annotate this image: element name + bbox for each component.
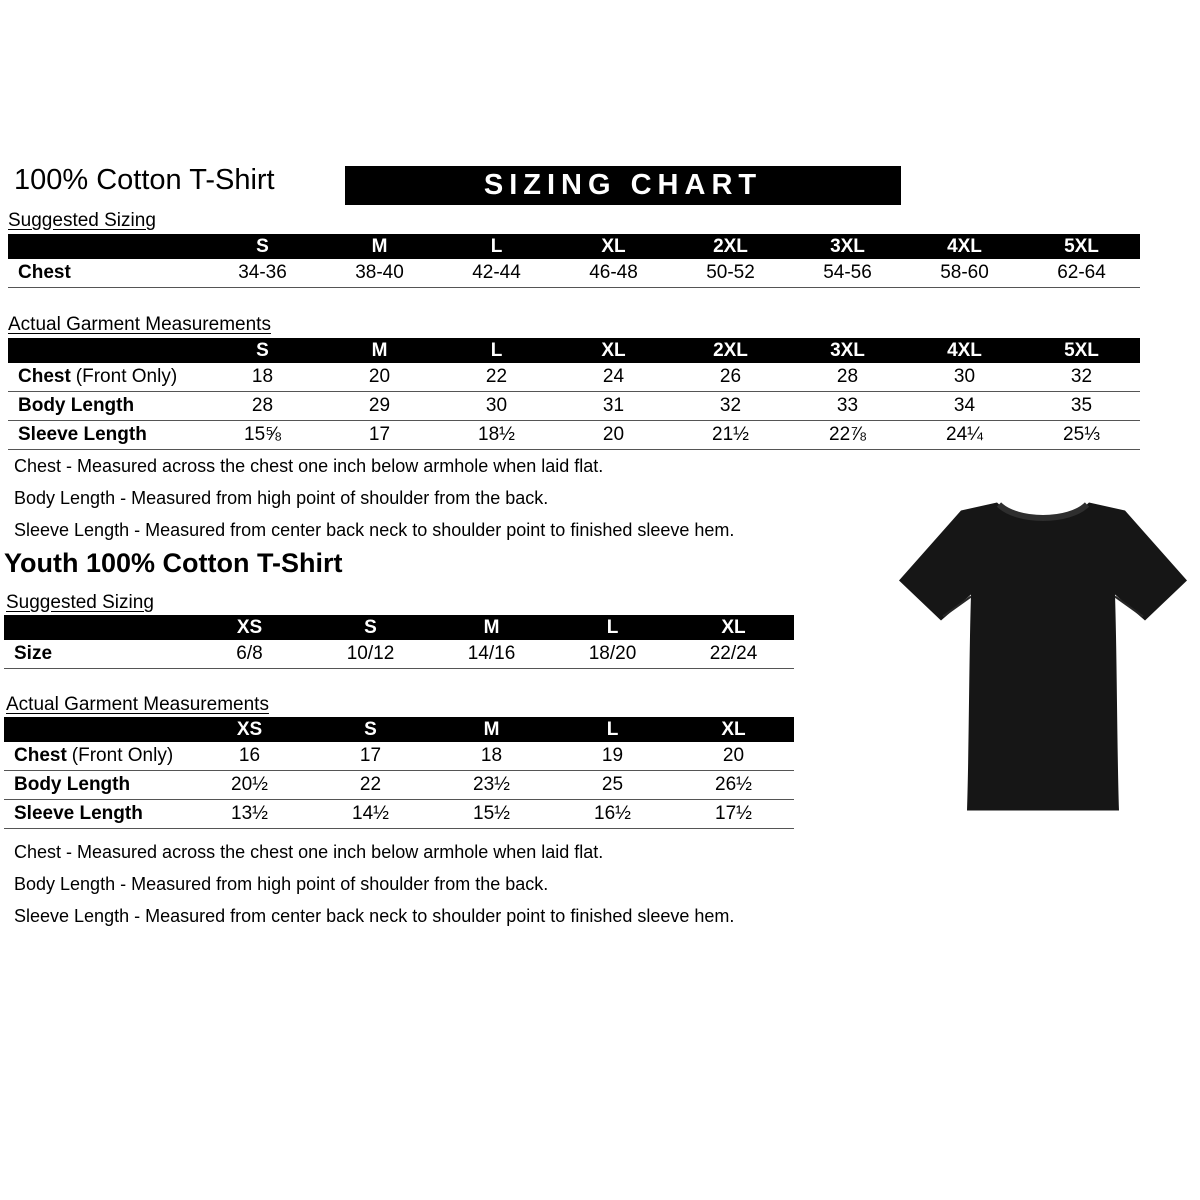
- measurement-cell: 17: [321, 421, 438, 450]
- table-row-chest: [8, 363, 1140, 392]
- measurement-cell: 18: [431, 742, 552, 771]
- note-body-length: Body Length - Measured from high point of shoulder from the back.: [14, 488, 549, 508]
- size-header: XS: [189, 615, 310, 640]
- measurement-cell: 20: [555, 421, 672, 450]
- youth-suggested-sizing-label: Suggested Sizing: [6, 592, 154, 613]
- size-header: 3XL: [789, 338, 906, 363]
- measurement-cell: 38-40: [321, 259, 438, 288]
- measurement-cell: 54-56: [789, 259, 906, 288]
- youth-title: Youth 100% Cotton T-Shirt: [4, 548, 343, 578]
- size-header: L: [552, 615, 673, 640]
- measurement-cell: 28: [789, 363, 906, 392]
- row-label: Sleeve Length: [8, 421, 204, 450]
- measurement-cell: 25: [552, 771, 673, 800]
- row-label: Chest: [8, 259, 204, 288]
- size-header: S: [204, 234, 321, 259]
- size-header: L: [552, 717, 673, 742]
- measurement-cell: 34: [906, 392, 1023, 421]
- measurement-cell: 14½: [310, 800, 431, 829]
- row-label: Size: [4, 640, 189, 669]
- measurement-cell: 32: [1023, 363, 1140, 392]
- measurement-cell: 31: [555, 392, 672, 421]
- size-header: XL: [673, 717, 794, 742]
- size-header: 3XL: [789, 234, 906, 259]
- size-header: M: [321, 234, 438, 259]
- measurement-cell: 20: [673, 742, 794, 771]
- size-header-row: [4, 615, 794, 640]
- measurement-cell: 18/20: [552, 640, 673, 669]
- measurement-cell: 10/12: [310, 640, 431, 669]
- measurement-cell: 58-60: [906, 259, 1023, 288]
- size-header: M: [431, 615, 552, 640]
- measurement-cell: 26: [672, 363, 789, 392]
- measurement-cell: 15⅝: [204, 421, 321, 450]
- youth-suggested-table: [4, 615, 794, 669]
- row-label: Body Length: [4, 771, 189, 800]
- measurement-cell: 17½: [673, 800, 794, 829]
- row-label: Chest (Front Only): [8, 363, 204, 392]
- note-body-length: Body Length - Measured from high point of shoulder from the back.: [14, 874, 549, 894]
- measurement-cell: 30: [438, 392, 555, 421]
- measurement-cell: 50-52: [672, 259, 789, 288]
- adult-title: 100% Cotton T-Shirt: [14, 164, 275, 196]
- table-row-body-length: [8, 392, 1140, 421]
- note-chest: Chest - Measured across the chest one inch below armhole when laid flat.: [14, 842, 604, 862]
- size-header: 4XL: [906, 234, 1023, 259]
- sizing-chart-banner: SIZING CHART: [345, 166, 901, 205]
- measurement-cell: 30: [906, 363, 1023, 392]
- measurement-cell: 62-64: [1023, 259, 1140, 288]
- size-header: S: [204, 338, 321, 363]
- youth-actual-table: [4, 717, 794, 829]
- youth-measurement-notes: [14, 842, 734, 938]
- measurement-cell: 18: [204, 363, 321, 392]
- measurement-cell: 16½: [552, 800, 673, 829]
- size-header-row: [8, 338, 1140, 363]
- adult-measurement-notes: [14, 456, 734, 552]
- size-header: S: [310, 717, 431, 742]
- size-header-blank: [4, 615, 189, 640]
- size-header: M: [321, 338, 438, 363]
- size-header: 2XL: [672, 234, 789, 259]
- row-label: Sleeve Length: [4, 800, 189, 829]
- youth-actual-measurements-label: Actual Garment Measurements: [6, 694, 269, 715]
- measurement-cell: 35: [1023, 392, 1140, 421]
- note-sleeve-length: Sleeve Length - Measured from center back neck to shoulder point to finished sleeve hem.: [14, 906, 735, 926]
- adult-actual-measurements-label: Actual Garment Measurements: [8, 314, 271, 335]
- size-header: L: [438, 234, 555, 259]
- measurement-cell: 46-48: [555, 259, 672, 288]
- size-header: 5XL: [1023, 234, 1140, 259]
- note-sleeve-length: Sleeve Length - Measured from center back neck to shoulder point to finished sleeve hem.: [14, 520, 735, 540]
- table-row-body-length: [4, 771, 794, 800]
- table-row-chest: [8, 259, 1140, 288]
- tshirt-image: [893, 476, 1193, 821]
- size-header: S: [310, 615, 431, 640]
- measurement-cell: 19: [552, 742, 673, 771]
- size-header-row: [8, 234, 1140, 259]
- size-header: 4XL: [906, 338, 1023, 363]
- measurement-cell: 15½: [431, 800, 552, 829]
- row-label-suffix: (Front Only): [71, 745, 174, 766]
- measurement-cell: 22⅞: [789, 421, 906, 450]
- note-chest: Chest - Measured across the chest one inch below armhole when laid flat.: [14, 456, 604, 476]
- measurement-cell: 34-36: [204, 259, 321, 288]
- table-row-sleeve-length: [8, 421, 1140, 450]
- measurement-cell: 20½: [189, 771, 310, 800]
- size-header: XS: [189, 717, 310, 742]
- size-header: M: [431, 717, 552, 742]
- adult-actual-table: [8, 338, 1140, 450]
- measurement-cell: 22/24: [673, 640, 794, 669]
- row-label: Chest (Front Only): [4, 742, 189, 771]
- measurement-cell: 23½: [431, 771, 552, 800]
- measurement-cell: 28: [204, 392, 321, 421]
- measurement-cell: 18½: [438, 421, 555, 450]
- measurement-cell: 33: [789, 392, 906, 421]
- measurement-cell: 17: [310, 742, 431, 771]
- measurement-cell: 25⅓: [1023, 421, 1140, 450]
- table-row-sleeve-length: [4, 800, 794, 829]
- size-header-blank: [8, 338, 204, 363]
- measurement-cell: 24: [555, 363, 672, 392]
- adult-suggested-table: [8, 234, 1140, 288]
- size-header: 5XL: [1023, 338, 1140, 363]
- size-header-blank: [8, 234, 204, 259]
- row-label: Body Length: [8, 392, 204, 421]
- size-header-blank: [4, 717, 189, 742]
- measurement-cell: 13½: [189, 800, 310, 829]
- measurement-cell: 22: [438, 363, 555, 392]
- size-header: XL: [555, 338, 672, 363]
- measurement-cell: 14/16: [431, 640, 552, 669]
- measurement-cell: 22: [310, 771, 431, 800]
- table-row-chest: [4, 742, 794, 771]
- size-header-row: [4, 717, 794, 742]
- measurement-cell: 26½: [673, 771, 794, 800]
- size-header: XL: [555, 234, 672, 259]
- measurement-cell: 29: [321, 392, 438, 421]
- size-header: 2XL: [672, 338, 789, 363]
- measurement-cell: 24¼: [906, 421, 1023, 450]
- measurement-cell: 20: [321, 363, 438, 392]
- row-label-suffix: (Front Only): [75, 366, 178, 387]
- measurement-cell: 21½: [672, 421, 789, 450]
- measurement-cell: 6/8: [189, 640, 310, 669]
- measurement-cell: 32: [672, 392, 789, 421]
- measurement-cell: 42-44: [438, 259, 555, 288]
- table-row-size: [4, 640, 794, 669]
- measurement-cell: 16: [189, 742, 310, 771]
- adult-suggested-sizing-label: Suggested Sizing: [8, 210, 156, 231]
- size-header: L: [438, 338, 555, 363]
- size-header: XL: [673, 615, 794, 640]
